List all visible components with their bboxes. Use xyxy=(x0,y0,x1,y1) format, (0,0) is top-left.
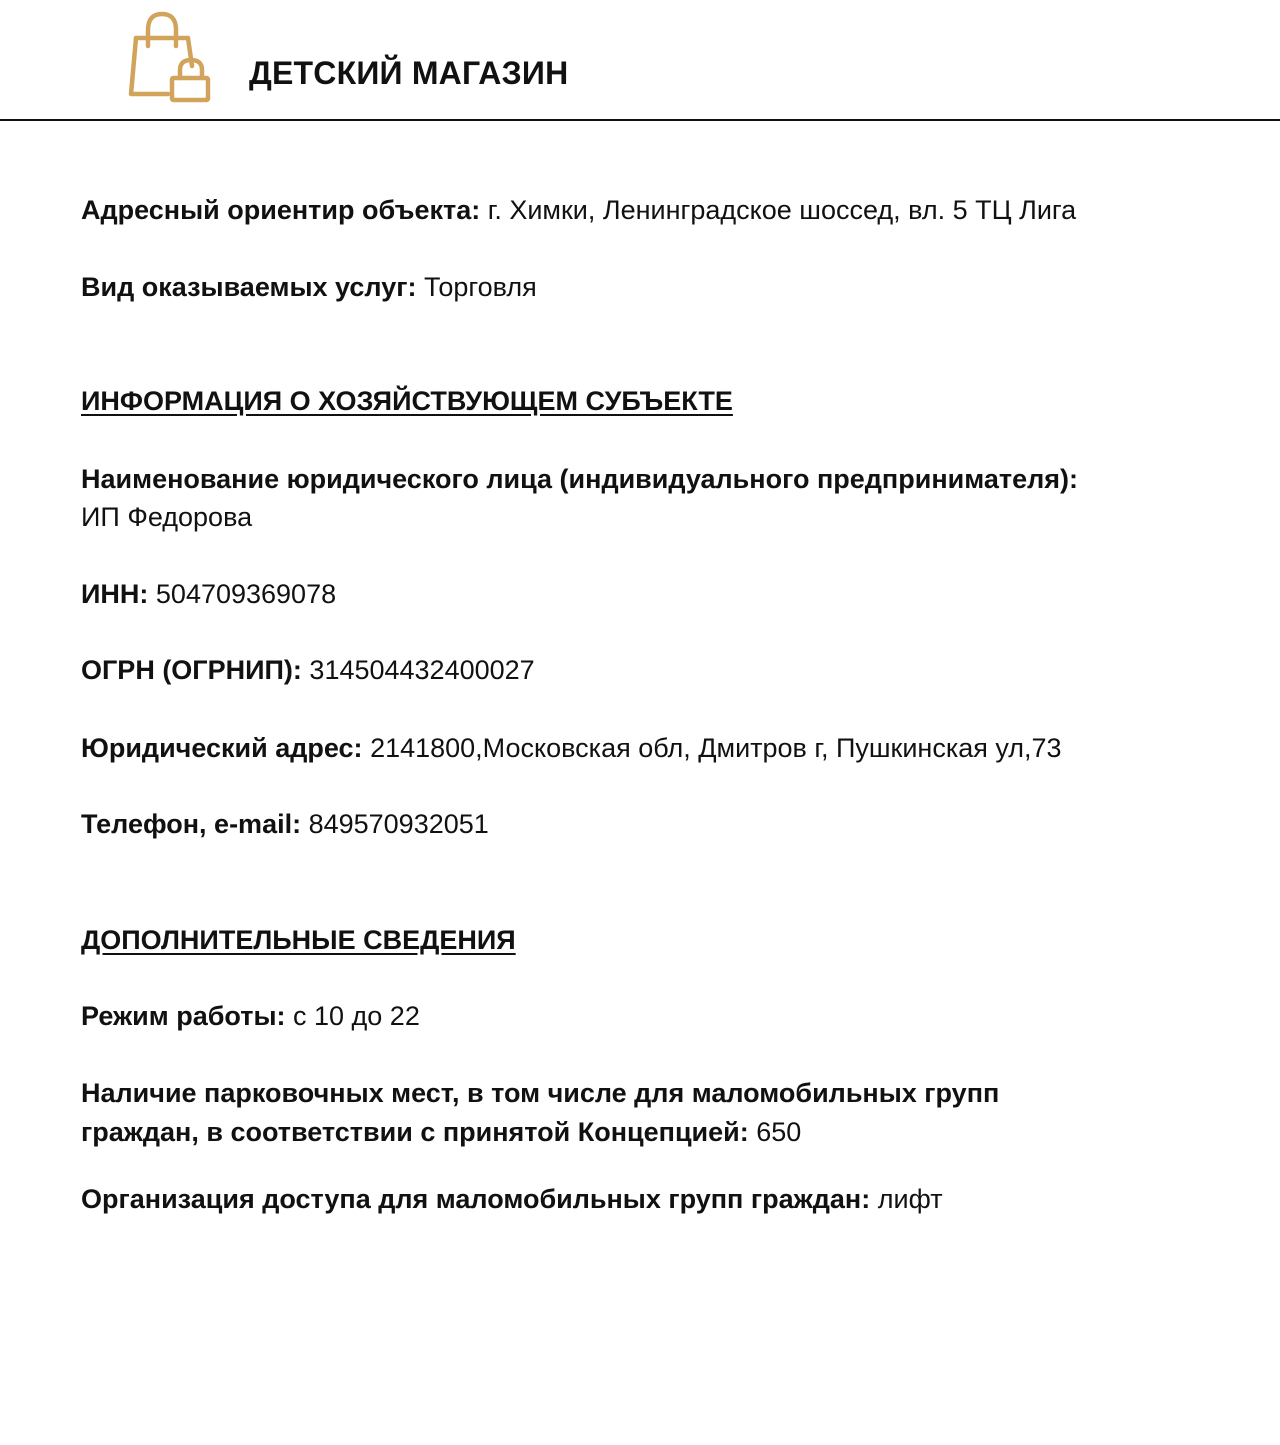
ogrn-row xyxy=(81,651,1221,690)
address-value: г. Химки, Ленинградское шоссед, вл. 5 ТЦ Лига xyxy=(480,195,1077,225)
services-row xyxy=(81,268,1221,307)
page-title: ДЕТСКИЙ МАГАЗИН xyxy=(249,55,569,91)
phone-label: Телефон, e-mail: xyxy=(81,809,302,839)
ogrn-label: ОГРН (ОГРНИП): xyxy=(81,655,302,685)
parking-value: 650 xyxy=(748,1117,802,1147)
parking-label-line2: граждан, в соответствии с принятой Концепцией: xyxy=(81,1117,749,1147)
phone-row xyxy=(81,805,1221,844)
hours-row xyxy=(81,997,1221,1036)
access-value: лифт xyxy=(870,1184,943,1214)
phone-value: 849570932051 xyxy=(301,809,489,839)
parking-row-line1 xyxy=(81,1074,1221,1113)
entity-section-heading: ИНФОРМАЦИЯ О ХОЗЯЙСТВУЮЩЕМ СУБЪЕКТЕ xyxy=(81,386,733,416)
parking-row-line2 xyxy=(81,1113,1221,1152)
services-value: Торговля xyxy=(416,272,537,302)
legal-address-row xyxy=(81,729,1221,768)
services-label: Вид оказываемых услуг: xyxy=(81,272,417,302)
address-row xyxy=(81,191,1221,230)
inn-row xyxy=(81,575,1221,614)
entity-name-row xyxy=(81,460,1221,499)
access-row xyxy=(81,1180,1221,1219)
shopping-bag-lock-icon xyxy=(122,8,218,104)
address-label: Адресный ориентир объекта: xyxy=(81,195,481,225)
page-header xyxy=(0,0,1280,121)
access-label: Организация доступа для маломобильных групп граждан: xyxy=(81,1184,871,1214)
inn-value: 504709369078 xyxy=(148,579,337,609)
hours-value: с 10 до 22 xyxy=(285,1001,420,1031)
extra-section-heading: ДОПОЛНИТЕЛЬНЫЕ СВЕДЕНИЯ xyxy=(81,925,516,955)
parking-label-line1: Наличие парковочных мест, в том числе для маломобильных групп xyxy=(81,1078,1000,1108)
entity-name-label: Наименование юридического лица (индивидуального предпринимателя): xyxy=(81,464,1078,494)
entity-name-value-row xyxy=(81,498,1221,537)
hours-label: Режим работы: xyxy=(81,1001,286,1031)
legal-address-value: 2141800,Московская обл, Дмитров г, Пушкинская ул,73 xyxy=(362,733,1062,763)
legal-address-label: Юридический адрес: xyxy=(81,733,363,763)
ogrn-value: 314504432400027 xyxy=(301,655,535,685)
entity-name-value: ИП Федорова xyxy=(81,502,253,532)
inn-label: ИНН: xyxy=(81,579,149,609)
